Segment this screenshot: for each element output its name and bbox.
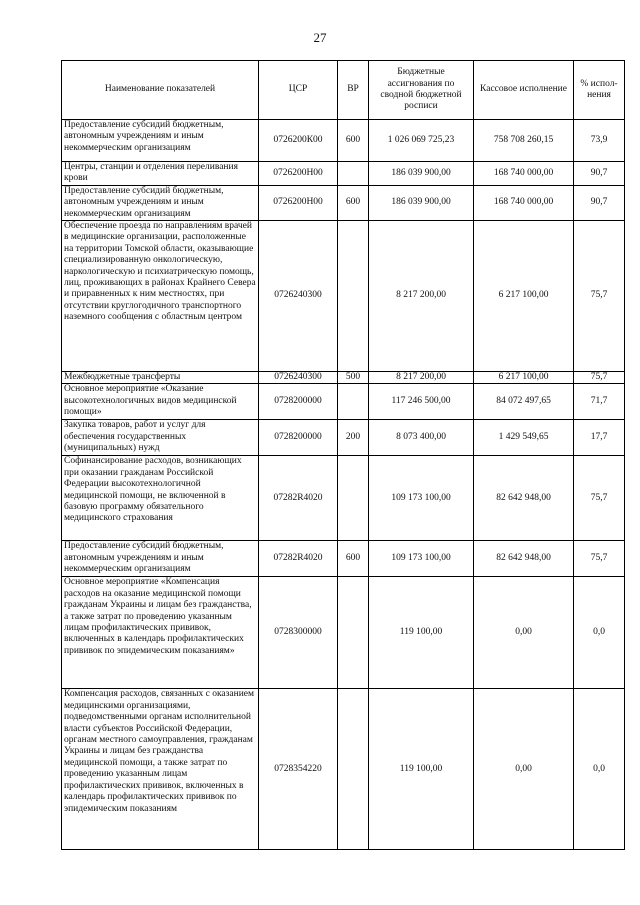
- cell-pct: 75,7: [574, 372, 625, 384]
- cell-csr: 0728200000: [259, 420, 338, 456]
- cell-cash: 82 642 948,00: [474, 541, 574, 577]
- cell-vr: [338, 221, 369, 372]
- cell-budget: 109 173 100,00: [369, 456, 474, 541]
- cell-cash: 6 217 100,00: [474, 372, 574, 384]
- cell-cash: 168 740 000,00: [474, 162, 574, 186]
- table-row: [62, 120, 625, 162]
- table-row: [62, 420, 625, 456]
- header-name: Наименование показателей: [62, 61, 259, 120]
- page-number: 27: [313, 30, 327, 45]
- header-budget: Бюджетные ассигнования по сводной бюджетной росписи: [369, 61, 474, 120]
- cell-cash: 84 072 497,65: [474, 384, 574, 420]
- cell-vr: [338, 162, 369, 186]
- table-row: [62, 372, 625, 384]
- header-vr: ВР: [338, 61, 369, 120]
- table-row: [62, 541, 625, 577]
- cell-name: Обеспечение проезда по направлениям врачей в медицинские организации, расположенные на территории Томской области, оказывающие специализированную онкологическую, наркологическую и психиатрическую помощь, лиц, проживающих в районах Крайнего Севера и приравненных к ним местностях, при отсутствии круглогодичного транспортного наземного сообщения с областным центром: [62, 221, 259, 372]
- table-row: [62, 162, 625, 186]
- cell-vr: 600: [338, 120, 369, 162]
- table-row: [62, 577, 625, 689]
- cell-pct: 0,0: [574, 577, 625, 689]
- cell-pct: 17,7: [574, 420, 625, 456]
- header-pct: % испол-нения: [574, 61, 625, 120]
- table-row: [62, 221, 625, 372]
- cell-vr: [338, 689, 369, 850]
- cell-vr: [338, 577, 369, 689]
- cell-budget: 8 217 200,00: [369, 221, 474, 372]
- cell-cash: 0,00: [474, 577, 574, 689]
- table-header-row: [62, 61, 625, 120]
- cell-vr: [338, 384, 369, 420]
- cell-pct: 90,7: [574, 162, 625, 186]
- cell-name: Закупка товаров, работ и услуг для обеспечения государственных (муниципальных) нужд: [62, 420, 259, 456]
- cell-budget: 186 039 900,00: [369, 162, 474, 186]
- cell-pct: 71,7: [574, 384, 625, 420]
- cell-pct: 75,7: [574, 456, 625, 541]
- cell-csr: 0726240300: [259, 221, 338, 372]
- cell-cash: 1 429 549,65: [474, 420, 574, 456]
- cell-pct: 0,0: [574, 689, 625, 850]
- cell-budget: 109 173 100,00: [369, 541, 474, 577]
- cell-name: Основное мероприятие «Оказание высокотехнологичных видов медицинской помощи»: [62, 384, 259, 420]
- cell-budget: 8 073 400,00: [369, 420, 474, 456]
- cell-pct: 73,9: [574, 120, 625, 162]
- cell-budget: 119 100,00: [369, 577, 474, 689]
- table-row: [62, 689, 625, 850]
- table-row: [62, 185, 625, 220]
- cell-name: Софинансирование расходов, возникающих при оказании гражданам Российской Федерации высокотехнологичной медицинской помощи, не включенной в базовую программу обязательного медицинского страхования: [62, 456, 259, 541]
- cell-name: Предоставление субсидий бюджетным, автономным учреждениям и иным некоммерческим организациям: [62, 120, 259, 162]
- cell-csr: 0726200Н00: [259, 162, 338, 186]
- cell-cash: 168 740 000,00: [474, 185, 574, 220]
- cell-cash: 82 642 948,00: [474, 456, 574, 541]
- cell-csr: 07282R4020: [259, 541, 338, 577]
- cell-vr: [338, 456, 369, 541]
- header-csr: ЦСР: [259, 61, 338, 120]
- cell-csr: 0728300000: [259, 577, 338, 689]
- cell-csr: 0728200000: [259, 384, 338, 420]
- cell-csr: 07282R4020: [259, 456, 338, 541]
- table-row: [62, 384, 625, 420]
- cell-name: Компенсация расходов, связанных с оказанием медицинскими организациями, подведомственными органам исполнительной власти субъектов Российской Федерации, органам местного самоуправления, гражданам Украины и лицам без гражданства медицинской помощи, а также затрат по проведению указанным лицам профилактических прививок, включенных в календарь профилактических прививок по эпидемическим показаниям: [62, 689, 259, 850]
- cell-cash: 758 708 260,15: [474, 120, 574, 162]
- cell-name: Предоставление субсидий бюджетным, автономным учреждениям и иным некоммерческим организациям: [62, 541, 259, 577]
- cell-csr: 0726240300: [259, 372, 338, 384]
- cell-csr: 0726200К00: [259, 120, 338, 162]
- cell-name: Межбюджетные трансферты: [62, 372, 259, 384]
- cell-pct: 75,7: [574, 221, 625, 372]
- cell-name: Центры, станции и отделения переливания крови: [62, 162, 259, 186]
- cell-name: Предоставление субсидий бюджетным, автономным учреждениям и иным некоммерческим организациям: [62, 185, 259, 220]
- cell-vr: 600: [338, 185, 369, 220]
- cell-budget: 119 100,00: [369, 689, 474, 850]
- cell-csr: 0726200Н00: [259, 185, 338, 220]
- cell-csr: 0728354220: [259, 689, 338, 850]
- cell-budget: 117 246 500,00: [369, 384, 474, 420]
- cell-cash: 0,00: [474, 689, 574, 850]
- header-cash: Кассовое исполнение: [474, 61, 574, 120]
- cell-cash: 6 217 100,00: [474, 221, 574, 372]
- cell-vr: 200: [338, 420, 369, 456]
- cell-budget: 1 026 069 725,23: [369, 120, 474, 162]
- cell-vr: 600: [338, 541, 369, 577]
- cell-budget: 186 039 900,00: [369, 185, 474, 220]
- cell-pct: 90,7: [574, 185, 625, 220]
- cell-budget: 8 217 200,00: [369, 372, 474, 384]
- cell-name: Основное мероприятие «Компенсация расходов на оказание медицинской помощи гражданам Украины и лицам без гражданства, а также затрат по проведению указанным лицам профилактических прививок, включенных в календарь профилактических прививок по эпидемическим показаниям»: [62, 577, 259, 689]
- cell-pct: 75,7: [574, 541, 625, 577]
- budget-execution-table: [61, 60, 625, 850]
- table-row: [62, 456, 625, 541]
- cell-vr: 500: [338, 372, 369, 384]
